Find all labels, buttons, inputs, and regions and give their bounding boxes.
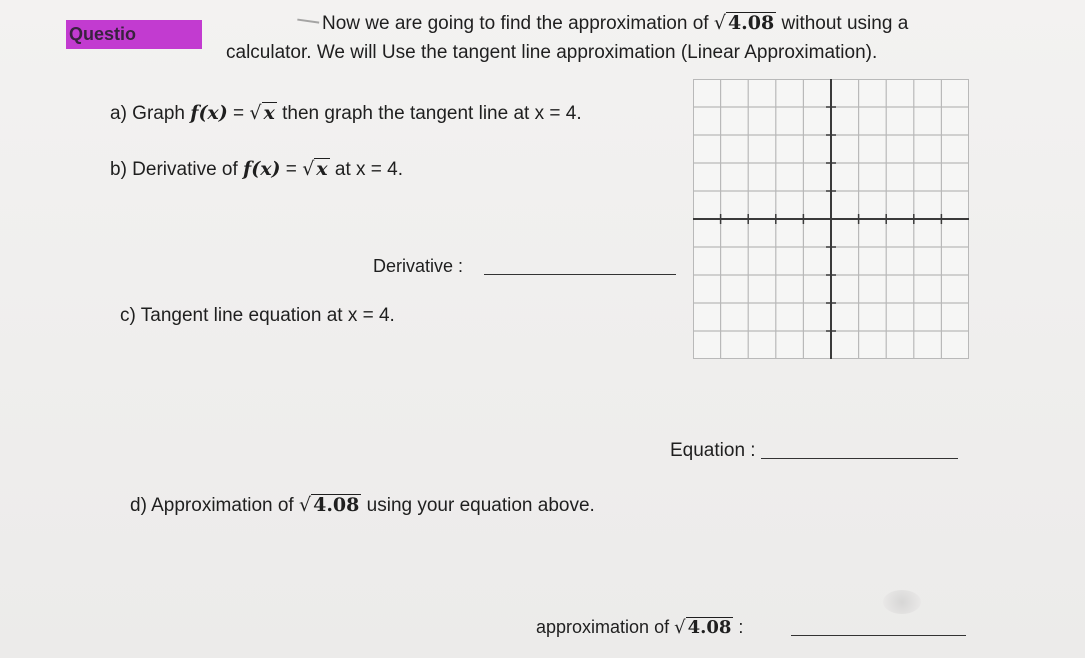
part-d-text: using your equation above.	[361, 495, 595, 516]
equation-label: Equation :	[670, 440, 756, 461]
pen-mark	[295, 19, 320, 42]
sqrt-symbol: √	[249, 102, 262, 124]
intro-line-2: calculator. We will Use the tangent line approximation (Linear Approximation).	[226, 42, 878, 63]
sqrt-value: 4.08	[687, 617, 732, 638]
approximation-label	[536, 617, 743, 638]
intro-text: Now we are going to find the approximation of	[322, 13, 714, 34]
sqrt-symbol: √	[302, 158, 315, 180]
radicand: x	[316, 158, 328, 180]
function-f: f(x)	[190, 102, 228, 124]
part-a	[110, 102, 582, 125]
part-a-text: then graph the tangent line at x = 4.	[276, 103, 582, 124]
sqrt-symbol: √	[713, 12, 726, 34]
radicand: x	[263, 102, 275, 124]
intro-line-1	[322, 12, 908, 35]
sqrt-value: 4.08	[727, 12, 775, 34]
part-a-label: a) Graph	[110, 103, 191, 124]
function-f: f(x)	[243, 158, 281, 180]
part-b-text: at x = 4.	[329, 159, 404, 180]
sqrt-symbol: √	[674, 617, 686, 638]
derivative-label: Derivative :	[373, 256, 464, 276]
intro-text-end: without using a	[776, 13, 909, 34]
part-b-label: b) Derivative of	[110, 159, 244, 180]
question-label-highlight	[66, 20, 202, 49]
approximation-text: approximation of	[536, 617, 675, 637]
part-d-label: d) Approximation of	[130, 495, 299, 516]
part-d	[130, 494, 595, 517]
equals-sign: =	[280, 159, 303, 180]
paper-smudge	[883, 590, 921, 614]
equation-answer-line[interactable]	[761, 458, 958, 459]
equals-sign: =	[227, 103, 250, 124]
sqrt-value: 4.08	[313, 494, 360, 516]
part-c: c) Tangent line equation at x = 4.	[120, 305, 395, 326]
sqrt-symbol: √	[298, 494, 312, 516]
approximation-colon: :	[733, 617, 744, 637]
graph-grid[interactable]	[693, 79, 969, 359]
approximation-answer-line[interactable]	[791, 635, 966, 636]
derivative-answer-line[interactable]	[484, 274, 676, 275]
part-b	[110, 158, 403, 181]
question-label: Questio	[69, 24, 137, 44]
